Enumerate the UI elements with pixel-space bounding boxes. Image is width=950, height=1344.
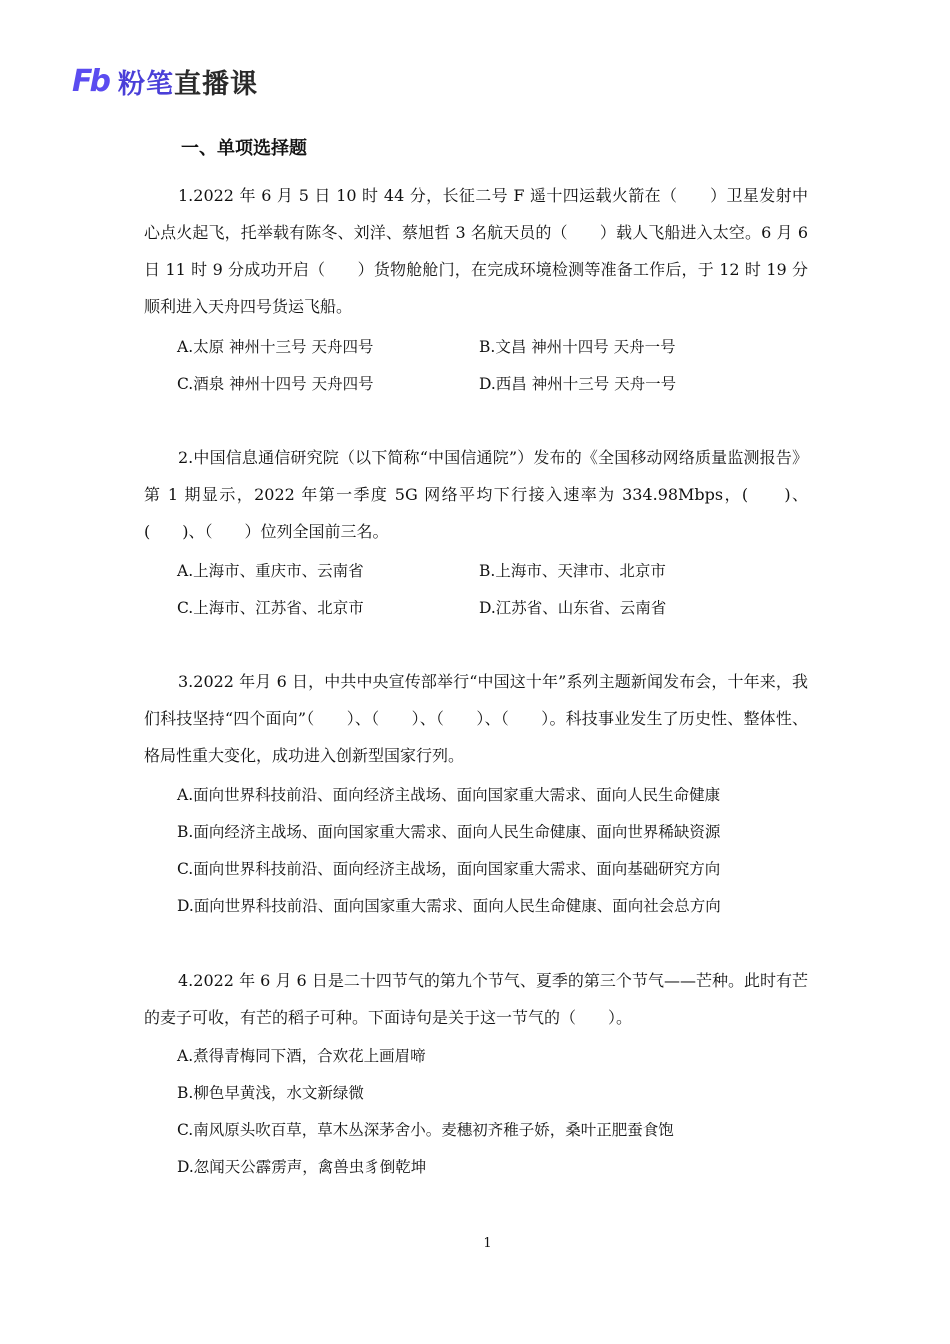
option-d: D.西昌 神州十三号 天舟一号 bbox=[479, 374, 677, 393]
option-a: A.上海市、重庆市、云南省 bbox=[177, 561, 364, 580]
brand-logo bbox=[66, 62, 258, 101]
option-b: B.上海市、天津市、北京市 bbox=[479, 561, 666, 580]
option-a: A.太原 神州十三号 天舟四号 bbox=[177, 337, 374, 356]
option-c: C.面向世界科技前沿、面向经济主战场，面向国家重大需求、面向基础研究方向 bbox=[177, 859, 721, 878]
question-3 bbox=[144, 663, 808, 774]
option-a: A.面向世界科技前沿、面向经济主战场、面向国家重大需求、面向人民生命健康 bbox=[177, 785, 721, 804]
option-b: B.面向经济主战场、面向国家重大需求、面向人民生命健康、面向世界稀缺资源 bbox=[177, 822, 721, 841]
fb-logo-icon: Fb bbox=[72, 64, 108, 99]
section-title: 一、单项选择题 bbox=[181, 138, 307, 159]
option-d: D.江苏省、山东省、云南省 bbox=[479, 598, 667, 617]
question-stem: 1.2022 年 6 月 5 日 10 时 44 分，长征二号 F 遥十四运载火箭在（ ）卫星发射中心点火起飞，托举载有陈冬、刘洋、蔡旭哲 3 名航天员的（ ）载人飞船进入太空。6 月 6 日 11 时 9 分成功开启（ ）货物舱舱门，在完成环境检测等准备工作后，于 12 时 19 分顺利进入天舟四号货运飞船。 bbox=[144, 186, 808, 316]
option-d: D.忽闻天公霹雳声，禽兽虫豸倒乾坤 bbox=[177, 1157, 427, 1176]
question-2 bbox=[144, 439, 808, 550]
option-c: C.南风原头吹百草，草木丛深茅舍小。麦穗初齐稚子娇，桑叶正肥蚕食饱 bbox=[177, 1120, 674, 1139]
question-3-options bbox=[177, 775, 817, 923]
question-stem: 3.2022 年月 6 日，中共中央宣传部举行“中国这十年”系列主题新闻发布会，十年来，我们科技坚持“四个面向”（ ）、（ ）、（ ）、（ ）。科技事业发生了历史性、整体性、格局性重大变化，成功进入创新型国家行列。 bbox=[144, 672, 808, 765]
question-1 bbox=[144, 177, 808, 325]
question-1-options bbox=[177, 327, 817, 401]
option-b: B.柳色早黄浅，水文新绿微 bbox=[177, 1083, 364, 1102]
option-c: C.酒泉 神州十四号 天舟四号 bbox=[177, 374, 374, 393]
option-a: A.煮得青梅同下酒，合欢花上画眉啼 bbox=[177, 1046, 426, 1065]
page-number: 1 bbox=[483, 1236, 492, 1251]
question-stem: 4.2022 年 6 月 6 日是二十四节气的第九个节气、夏季的第三个节气——芒种。此时有芒的麦子可收，有芒的稻子可种。下面诗句是关于这一节气的（ ）。 bbox=[144, 971, 808, 1027]
option-d: D.面向世界科技前沿、面向国家重大需求、面向人民生命健康、面向社会总方向 bbox=[177, 896, 721, 915]
brand-name-colored: 粉笔 bbox=[118, 69, 174, 100]
question-4 bbox=[144, 962, 808, 1036]
question-2-options bbox=[177, 551, 817, 625]
question-stem: 2.中国信息通信研究院（以下简称“中国信通院”）发布的《全国移动网络质量监测报告》第 1 期显示，2022 年第一季度 5G 网络平均下行接入速率为 334.98Mbps，( )、( )、（ ）位列全国前三名。 bbox=[144, 448, 808, 541]
option-b: B.文昌 神州十四号 天舟一号 bbox=[479, 337, 676, 356]
brand-name-dark: 直播课 bbox=[174, 69, 258, 100]
brand-name bbox=[118, 62, 258, 101]
option-c: C.上海市、江苏省、北京市 bbox=[177, 598, 364, 617]
question-4-options bbox=[177, 1036, 817, 1184]
